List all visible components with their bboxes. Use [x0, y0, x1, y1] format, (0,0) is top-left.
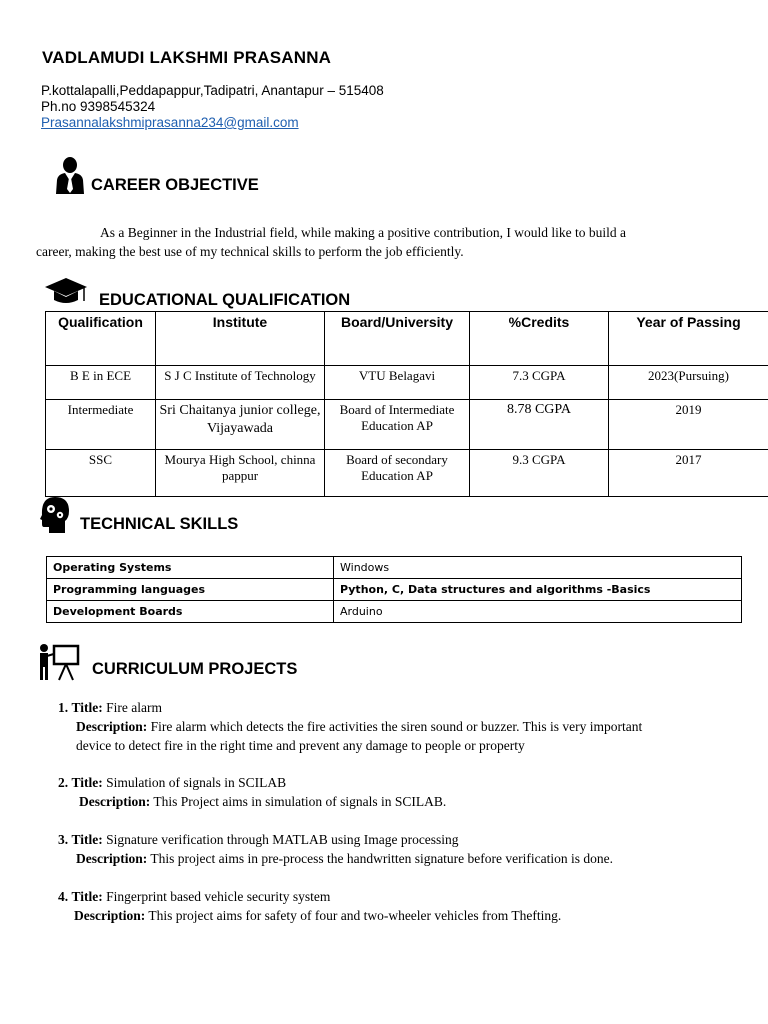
project-title: Simulation of signals in SCILAB: [106, 775, 287, 790]
head-gears-icon: [39, 496, 71, 534]
address: P.kottalapalli,Peddapappur,Tadipatri, Anantapur – 515408: [41, 83, 384, 98]
project-3-description: [76, 849, 613, 868]
graduation-cap-icon: [44, 276, 88, 306]
project-2-title-line: [58, 773, 286, 792]
column-header: Institute: [156, 312, 325, 366]
column-header: Board/University: [325, 312, 470, 366]
institute-cell: Mourya High School, chinna pappur: [156, 450, 325, 497]
column-header: Qualification: [46, 312, 156, 366]
title-label: Title:: [71, 700, 103, 715]
educational-qualification-heading: EDUCATIONAL QUALIFICATION: [99, 291, 351, 309]
project-description: This Project aims in simulation of signals in SCILAB.: [153, 794, 447, 809]
skill-value: Python, C, Data structures and algorithms -Basics: [334, 579, 742, 601]
title-label: Title:: [71, 832, 103, 847]
project-title: Fingerprint based vehicle security system: [106, 889, 331, 904]
businessman-icon: [51, 156, 89, 194]
project-4-title-line: [58, 887, 330, 906]
project-4-description: [74, 906, 561, 925]
column-header: %Credits: [470, 312, 609, 366]
project-number: 4.: [58, 889, 69, 904]
skill-label: Operating Systems: [47, 557, 334, 579]
technical-skills-heading: TECHNICAL SKILLS: [80, 515, 239, 533]
project-number: 1.: [58, 700, 69, 715]
board-cell: Board of Intermediate Education AP: [325, 400, 470, 450]
qualification-cell: SSC: [46, 450, 156, 497]
table-row: [47, 579, 742, 601]
career-objective-line1: As a Beginner in the Industrial field, while making a positive contribution, I would like to build a: [100, 225, 627, 240]
project-2-description: [79, 792, 446, 811]
table-header-row: [46, 312, 768, 366]
table-row: [46, 366, 768, 400]
description-label: Description:: [74, 908, 146, 923]
institute-cell: Sri Chaitanya junior college, Vijayawada: [156, 400, 325, 450]
project-1-description: [76, 717, 642, 736]
phone: Ph.no 9398545324: [41, 99, 156, 114]
skills-table: [46, 556, 742, 623]
skill-label: Development Boards: [47, 601, 334, 623]
education-table: [45, 311, 768, 497]
institute-cell: S J C Institute of Technology: [156, 366, 325, 400]
project-1-title-line: [58, 698, 162, 717]
career-objective-heading: CAREER OBJECTIVE: [91, 176, 259, 194]
skill-label: Programming languages: [47, 579, 334, 601]
description-label: Description:: [76, 719, 148, 734]
column-header: Year of Passing: [609, 312, 768, 366]
board-cell: Board of secondary Education AP: [325, 450, 470, 497]
resume-name: VADLAMUDI LAKSHMI PRASANNA: [42, 48, 332, 67]
presenter-board-icon: [37, 643, 81, 681]
description-label: Description:: [79, 794, 151, 809]
credits-cell: 8.78 CGPA: [470, 400, 609, 450]
title-label: Title:: [71, 775, 103, 790]
table-row: [47, 557, 742, 579]
year-cell: 2017: [609, 450, 768, 497]
year-cell: 2019: [609, 400, 768, 450]
project-description: This project aims for safety of four and two-wheeler vehicles from Thefting.: [148, 908, 562, 923]
career-objective-line2: career, making the best use of my technical skills to perform the job efficiently.: [36, 244, 464, 259]
credits-cell: 7.3 CGPA: [470, 366, 609, 400]
board-cell: VTU Belagavi: [325, 366, 470, 400]
project-1-description-cont: device to detect fire in the right time and prevent any damage to people or property: [76, 738, 525, 753]
description-label: Description:: [76, 851, 148, 866]
qualification-cell: Intermediate: [46, 400, 156, 450]
project-title: Signature verification through MATLAB using Image processing: [106, 832, 459, 847]
skill-value: Windows: [334, 557, 742, 579]
credits-cell: 9.3 CGPA: [470, 450, 609, 497]
project-number: 3.: [58, 832, 69, 847]
table-row: [46, 450, 768, 497]
project-title: Fire alarm: [106, 700, 162, 715]
project-description: Fire alarm which detects the fire activities the siren sound or buzzer. This is very important: [150, 719, 643, 734]
year-cell: 2023(Pursuing): [609, 366, 768, 400]
table-row: [46, 400, 768, 450]
qualification-cell: B E in ECE: [46, 366, 156, 400]
skill-value: Arduino: [334, 601, 742, 623]
email-link[interactable]: Prasannalakshmiprasanna234@gmail.com: [41, 115, 299, 130]
project-description: This project aims in pre-process the handwritten signature before verification is done.: [150, 851, 613, 866]
project-3-title-line: [58, 830, 459, 849]
table-row: [47, 601, 742, 623]
title-label: Title:: [71, 889, 103, 904]
curriculum-projects-heading: CURRICULUM PROJECTS: [92, 660, 298, 678]
project-number: 2.: [58, 775, 69, 790]
